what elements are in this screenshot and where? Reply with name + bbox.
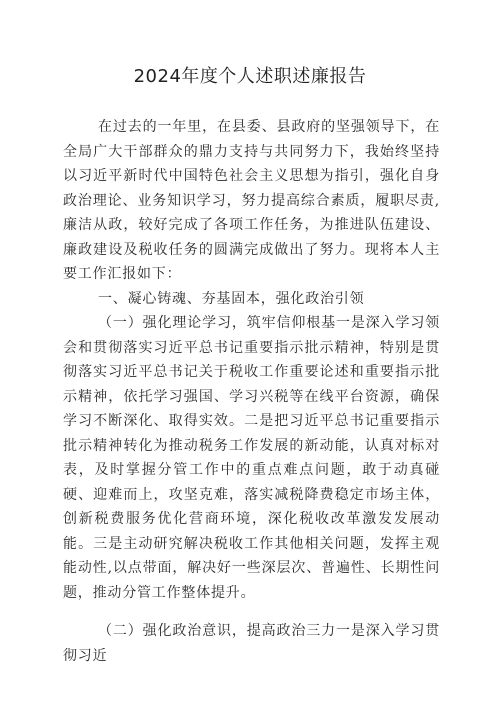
document-title: 2024年度个人述职述廉报告	[133, 66, 367, 87]
subsection-2-paragraph: （二）强化政治意识，提高政治三力一是深入学习贯彻习近	[63, 623, 440, 664]
document-body	[63, 115, 440, 668]
section-heading-1: 一、凝心铸魂、夯基固本，强化政治引领	[98, 290, 365, 307]
subsection-1-paragraph: （一）强化理论学习，筑牢信仰根基一是深入学习领会和贯彻落实习近平总书记重要指示批示精神，特别是贯彻落实习近平总书记关于税收工作重要论述和重要指示批示精神，依托学习强国、学习兴税等在线平台资源，确保学习不断深化、取得实效。二是把习近平总书记重要指示批示精神转化为推动税务工作发展的新动能，认真对标对表，及时掌握分管工作中的重点难点问题，敢于动真碰硬、迎难而上，攻坚克难，落实减税降费稳定市场主体，创新税费服务优化营商环境，深化税收改革激发发展动能。三是主动研究解决税收工作其他相关问题，发挥主观能动性,以点带面，解决好一些深层次、普遍性、长期性问题，推动分管工作整体提升。	[63, 315, 440, 601]
intro-paragraph: 在过去的一年里，在县委、县政府的坚强领导下，在全局广大干部群众的鼎力支持与共同努力下，我始终坚持以习近平新时代中国特色社会主义思想为指引，强化自身政治理论、业务知识学习，努力提高综合素质，履职尽责,廉洁从政，较好完成了各项工作任务，为推进队伍建设、廉政建设及税收任务的圆满完成做出了努力。现将本人主要工作汇报如下：	[63, 119, 440, 282]
